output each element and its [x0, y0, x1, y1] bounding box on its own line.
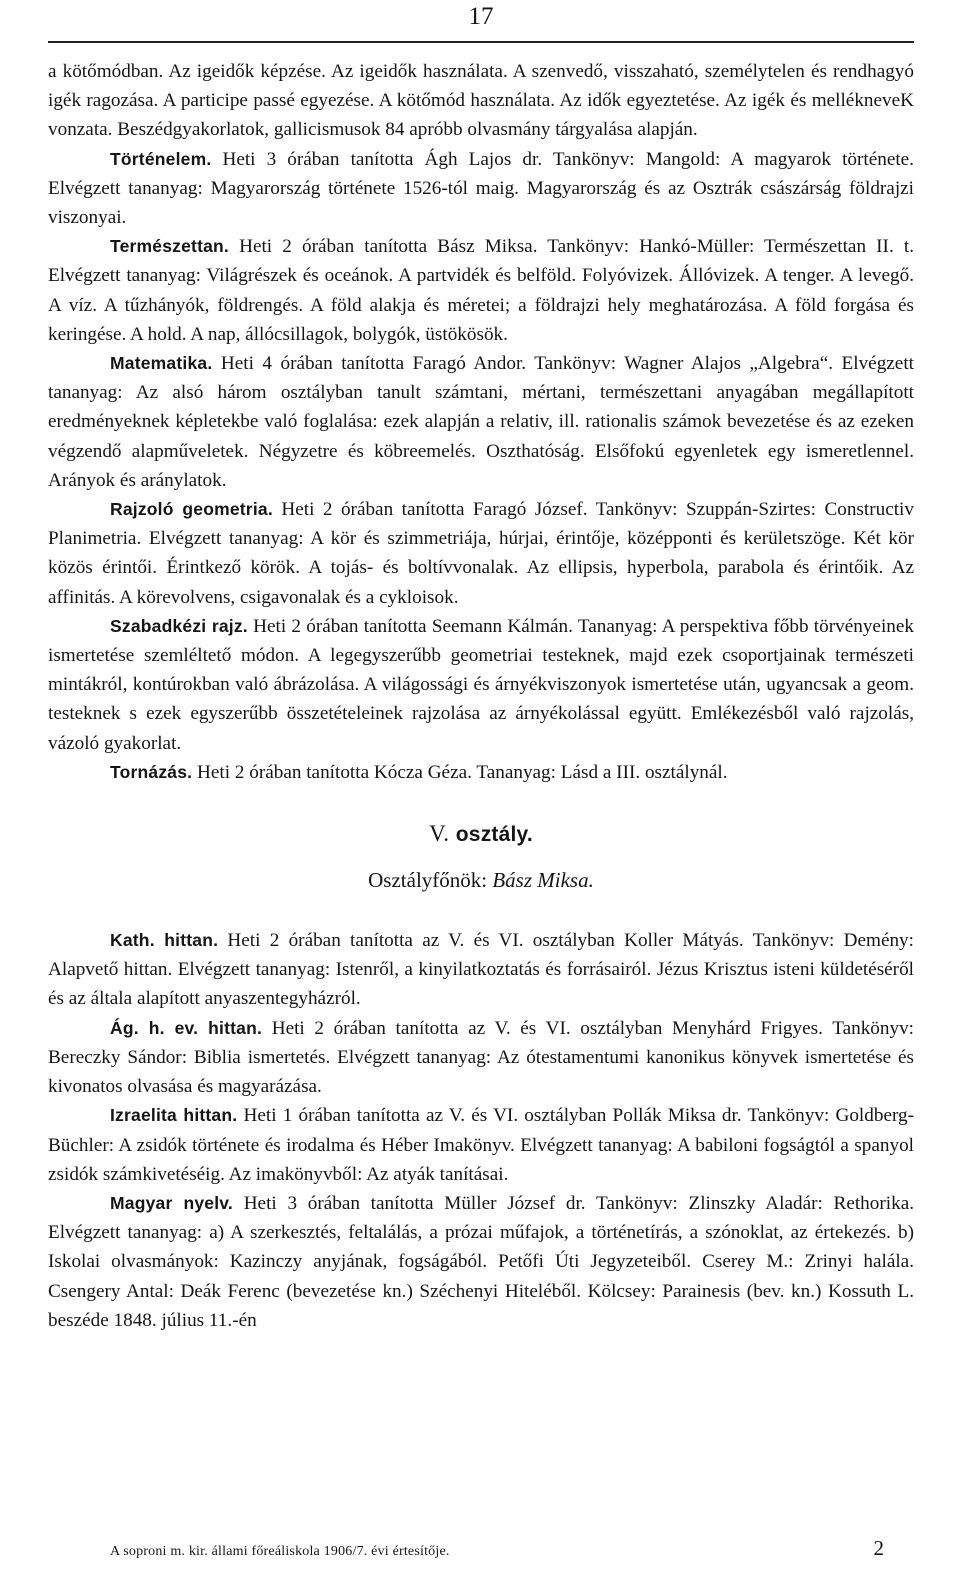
paragraph-evangelical-religion: [48, 1014, 914, 1102]
body-text: [48, 57, 914, 1335]
footer-publication: A soproni m. kir. állami főreáliskola 1906/7. évi értesítője.: [110, 1544, 450, 1559]
subject-heading: Szabadkézi rajz.: [110, 615, 248, 636]
paragraph-continuation: [48, 57, 914, 145]
paragraph-mathematics: [48, 349, 914, 495]
paragraph-text: Heti 2 órában tanította Kócza Géza. Tananyag: Lásd a III. osztálynál.: [192, 761, 728, 783]
paragraph-text: Heti 3 órában tanította Müller József dr. Tankönyv: Zlinszky Aladár: Rethorika. Elvégzett tananyag: a) A szerkesztés, feltalálás, a prózai műfajok, a történetírás, a szónoklat, az értekezés. b) Iskolai olvasmányok: Kazinczy anyjának, fogságából. Petőfi Úti Jegyzeteiből. Cserey M.: Zrinyi halála. Csengery Antal: Deák Ferenc (bevezetése kn.) Széchenyi Hiteléből. Kölcsey: Parainesis (bev. kn.) Kossuth L. beszéde 1848. július 11.-én: [48, 1192, 915, 1331]
subject-heading: Kath. hittan.: [110, 930, 219, 951]
paragraph-text: Heti 2 órában tanította az V. és VI. osztályban Menyhárd Frigyes. Tankönyv: Bereczky Sándor: Biblia ismertetés. Elvégzett tananyag: Az ótestamentumi kanonikus könyvek ismertetése és kivonatos olvasása és magyarázása.: [48, 1017, 915, 1098]
document-page: [48, 0, 914, 1575]
paragraph-text: Heti 2 órában tanította az V. és VI. osztályban Koller Mátyás. Tankönyv: Demény: Alapvető hittan. Elvégzett tananyag: Istenről, a kinyilatkoztatás és forrásairól. Jézus Krisztus isteni küldetéséről és az általa alapított anyaszentegyházról.: [48, 930, 914, 1010]
paragraph-text: Heti 2 órában tanította Faragó József. Tankönyv: Szuppán-Szirtes: Constructiv Planimetria. Elvégzett tananyag: A kör és szimmetriája, húrjai, érintője, középponti és kerületszöge. Két kör közös érintői. Érintkező körök. A tojás- és boltívvonalak. Az ellipsis, hyperbola, parabola és érintőik. Az affinitás. A körevolvens, csigavonalak és a cykloisok.: [48, 499, 914, 608]
subject-heading: Rajzoló geometria.: [110, 499, 273, 520]
paragraph-text: Heti 2 órában tanította Seemann Kálmán. Tananyag: A perspektiva főbb törvényeinek ismertetése szemléltető módon. A legegyszerűbb geometriai testeknek, majd ezek csoportjainak természeti mintákról, kontúrokban való ábrázolása. A világossági és árnyékviszonyok ismertetése után, ugyancsak a geom. testeknek s ezek egyszerűbb összetételeinek rajzolása az árnyékolással együtt. Emlékezésből való rajzolás, vázoló gyakorlat.: [48, 615, 914, 754]
paragraph-freehand-drawing: [48, 612, 914, 758]
paragraph-text: Heti 4 órában tanította Faragó Andor. Tankönyv: Wagner Alajos „Algebra“. Elvégzett tananyag: Az alsó három osztályban tanult számtani, mértani, természettani anyagában megállapított eredményeknek képletekbe való foglalása: ezek alapján a relativ, ill. rationalis számok bevezetése és az ezeken végzendő alapműveletek. Négyzetre és köbreemelés. Oszthatóság. Elsőfokú egyenletek egy ismeretlennel. Arányok és aránylatok.: [48, 353, 914, 491]
subject-heading: Matematika.: [110, 353, 213, 374]
paragraph-physics: [48, 232, 914, 349]
paragraph-history: [48, 145, 914, 233]
paragraph-descriptive-geometry: [48, 495, 914, 612]
class-word: osztály.: [455, 823, 533, 847]
form-teacher-name: Bász Miksa.: [492, 868, 594, 893]
subject-heading: Természettan.: [110, 236, 229, 257]
subject-heading: Ág. h. ev. hittan.: [110, 1017, 263, 1038]
paragraph-text: a kötőmódban. Az igeidők képzése. Az igeidők használata. A szenvedő, visszaható, személytelen és rendhagyó igék ragozása. A participe passé egyezése. A kötőmód használata. Az idők egyeztetése. Az igék és mellékneveK vonzata. Beszédgyakorlatok, gallicismusok 84 apróbb olvasmány tárgyalása alapján.: [48, 61, 914, 141]
paragraph-text: Heti 2 órában tanította Bász Miksa. Tankönyv: Hankó-Müller: Természettan II. t. Elvégzett tananyag: Világrészek és oceánok. A partvidék és belföld. Folyóvizek. Állóvizek. A tenger. A levegő. A víz. A tűzhányók, földrengés. A föld alakja és méretei; a földrajzi hely meghatározása. A föld forgása és keringése. A hold. A nap, állócsillagok, bolygók, üstökösök.: [48, 236, 914, 345]
subject-heading: Történelem.: [110, 148, 212, 169]
footer-signature-mark: 2: [873, 1536, 884, 1560]
paragraph-gymnastics: [48, 758, 914, 787]
page-number: 17: [468, 3, 494, 30]
paragraph-hungarian-language: [48, 1189, 914, 1335]
subject-heading: Izraelita hittan.: [110, 1105, 238, 1126]
page-footer: [110, 1536, 904, 1562]
header-rule: [48, 41, 914, 43]
class-title: [48, 817, 914, 852]
form-teacher-label: Osztályfőnök:: [368, 868, 488, 893]
subject-heading: Magyar nyelv.: [110, 1192, 233, 1213]
paragraph-text: Heti 1 órában tanította az V. és VI. osztályban Pollák Miksa dr. Tankönyv: Goldberg-Büchler: A zsidók története és irodalma és Héber Imakönyv. Elvégzett tananyag: A babiloni fogságtól a spanyol zsidók számkivetéséig. Az imakönyvből: Az atyák tanításai.: [48, 1105, 914, 1185]
form-teacher: [48, 864, 914, 896]
paragraph-text: Heti 3 órában tanította Ágh Lajos dr. Tankönyv: Mangold: A magyarok története. Elvégzett tananyag: Magyarország története 1526-tól maig. Magyarország és az Osztrák császárság földrajzi viszonyai.: [48, 148, 914, 229]
paragraph-jewish-religion: [48, 1101, 914, 1189]
paragraph-catholic-religion: [48, 926, 914, 1014]
class-roman: V.: [429, 821, 450, 847]
subject-heading: Tornázás.: [110, 761, 193, 782]
